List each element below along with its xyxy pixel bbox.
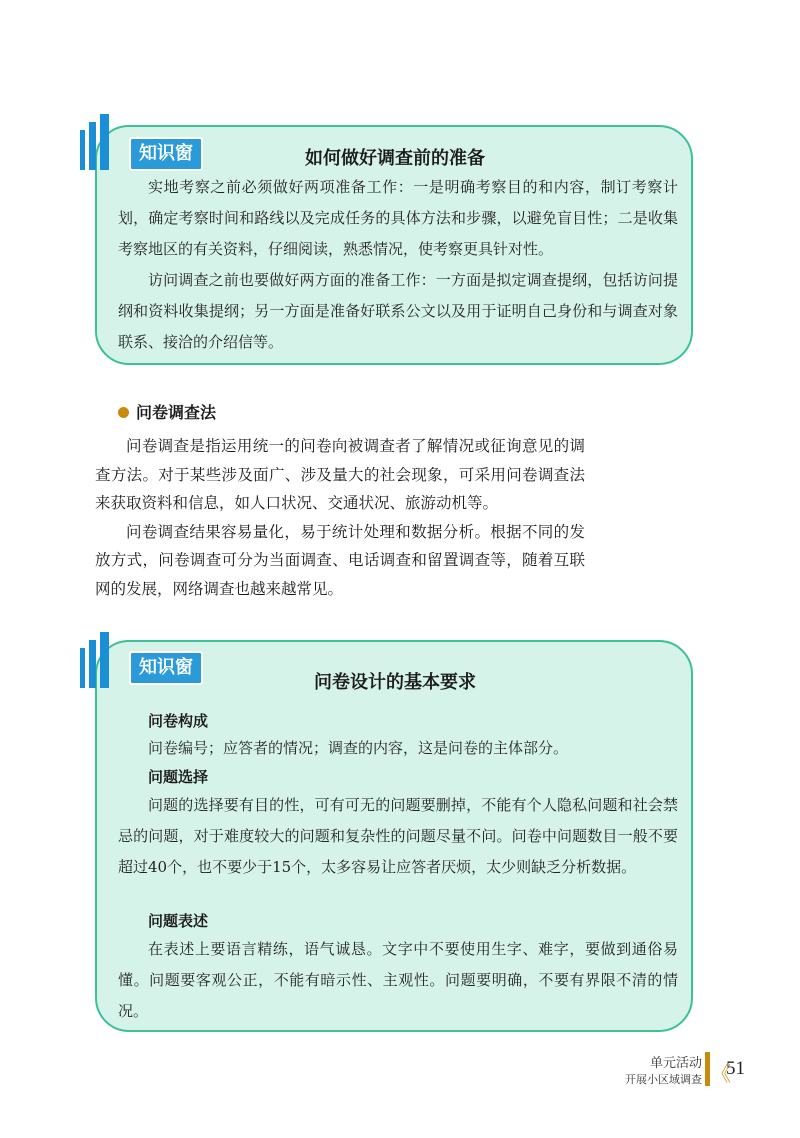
knowledge-window-icon <box>80 114 136 170</box>
box-subheading: 问卷构成 <box>148 712 209 730</box>
box-body <box>118 934 678 1027</box>
knowledge-window-tag: 知识窗 <box>129 137 203 171</box>
section-body <box>95 432 585 603</box>
footer-unit-subtitle: 开展小区域调查 <box>625 1073 702 1086</box>
box-body <box>118 790 678 883</box>
box-title: 问卷设计的基本要求 <box>314 672 476 693</box>
body-paragraph: 问卷调查是指运用统一的问卷向被调查者了解情况或征询意见的调查方法。对于某些涉及面广、涉及量大的社会现象，可采用问卷调查法来获取资料和信息，如人口状况、交通状况、旅游动机等。 <box>95 437 585 512</box>
box-subheading: 问题表述 <box>148 912 209 930</box>
box-title: 如何做好调查前的准备 <box>305 148 485 169</box>
box-body <box>118 733 678 764</box>
page-number: 51 <box>726 1058 745 1079</box>
box-paragraph: 实地考察之前必须做好两项准备工作：一是明确考察目的和内容，制订考察计划，确定考察时间和路线以及完成任务的具体方法和步骤，以避免盲目性；二是收集考察地区的有关资料，仔细阅读，熟悉情况，使考察更具针对性。 <box>118 178 678 258</box>
box-paragraph: 问卷编号；应答者的情况；调查的内容，这是问卷的主体部分。 <box>148 739 569 757</box>
chevron-left-icon: 《 <box>711 1062 725 1086</box>
knowledge-window-tag: 知识窗 <box>129 651 203 685</box>
body-paragraph: 问卷调查结果容易量化，易于统计处理和数据分析。根据不同的发放方式，问卷调查可分为当面调查、电话调查和留置调查等，随着互联网的发展，网络调查也越来越常见。 <box>95 522 585 598</box>
knowledge-window-icon <box>80 632 136 688</box>
box-subheading: 问题选择 <box>148 768 209 786</box>
box-paragraph: 在表述上要语言精练，语气诚恳。文字中不要使用生字、难字，要做到通俗易懂。问题要客观公正，不能有暗示性、主观性。问题要明确，不要有界限不清的情况。 <box>118 940 678 1020</box>
box-paragraph: 问题的选择要有目的性，可有可无的问题要删掉，不能有个人隐私问题和社会禁忌的问题，对于难度较大的问题和复杂性的问题尽量不问。问卷中问题数目一般不要超过40个，也不要少于15个，太多容易让应答者厌烦，太少则缺乏分析数据。 <box>118 796 678 876</box>
box-paragraph: 访问调查之前也要做好两方面的准备工作：一方面是拟定调查提纲，包括访问提纲和资料收集提纲；另一方面是准备好联系公文以及用于证明自己身份和与调查对象联系、接洽的介绍信等。 <box>118 271 678 351</box>
section-heading: 问卷调查法 <box>118 400 216 423</box>
box-body <box>118 172 678 358</box>
footer-divider <box>705 1052 710 1086</box>
bullet-dot-icon <box>118 407 129 418</box>
footer-unit-title: 单元活动 <box>649 1056 702 1071</box>
